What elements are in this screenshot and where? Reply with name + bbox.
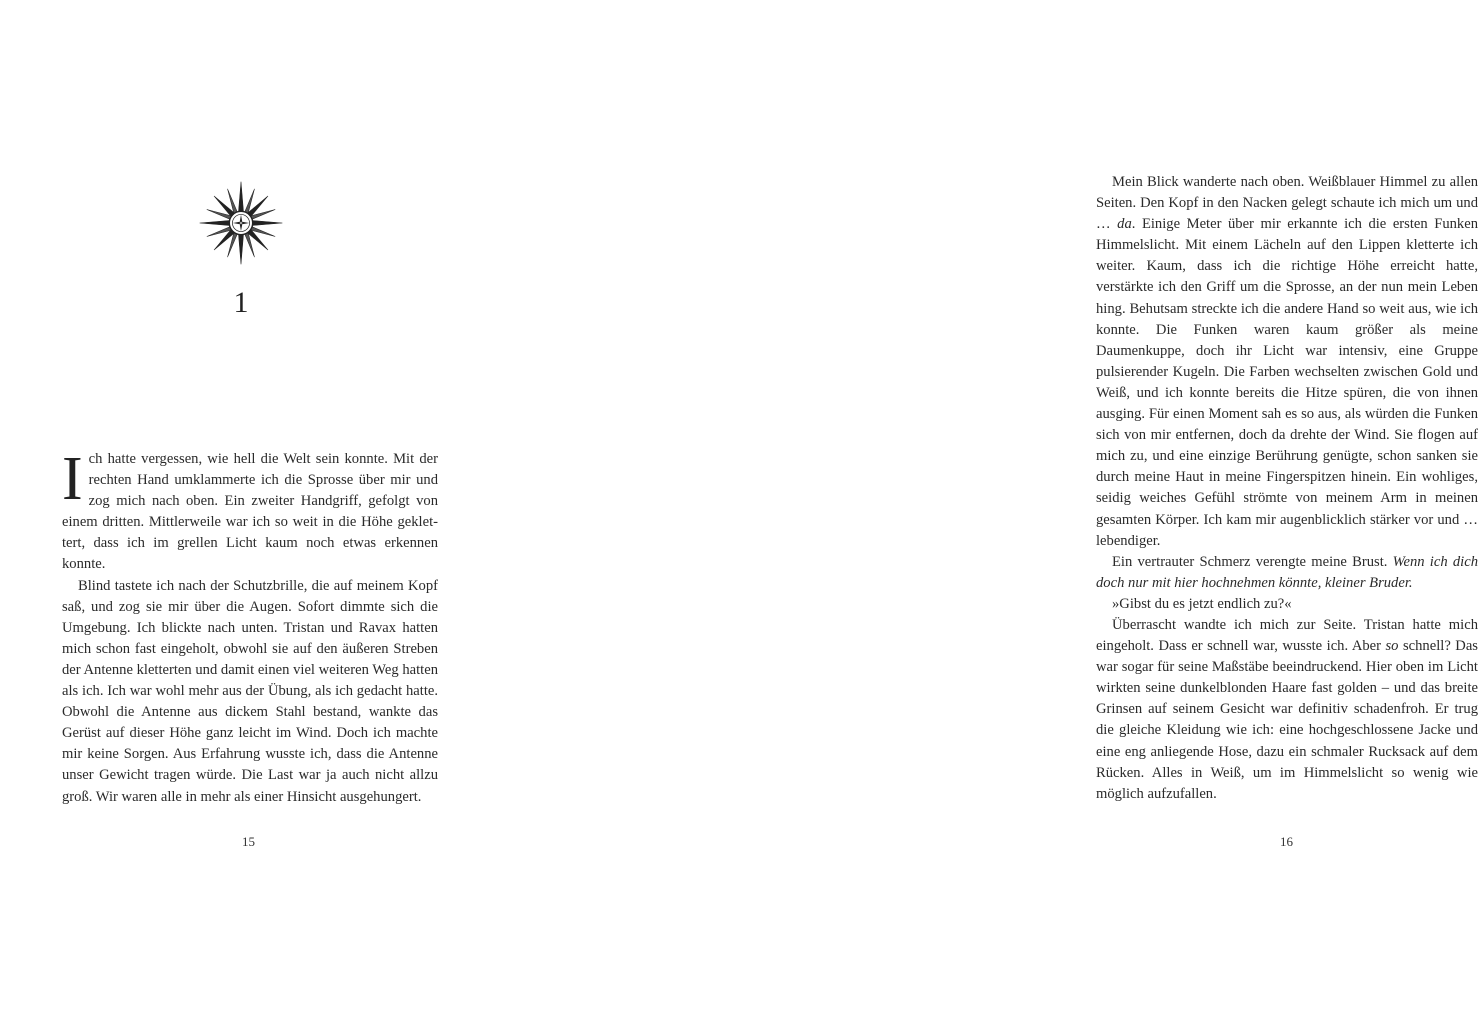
paragraph: [1096, 172, 1478, 552]
page-number: 15: [242, 834, 255, 849]
drop-cap: I: [62, 445, 83, 513]
compass-rose-icon: [196, 178, 286, 268]
paragraph-text: ch hatte vergessen, wie hell die Welt sein konnte. Mit der rechten Hand umklammerte ich die Sprosse über mir und zog mich nach oben. Ein zweiter Handgriff, gefolgt von einem dritten. Mittlerweile war ich so weit in die Höhe geklettert, dass ich im grellen Licht kaum noch etwas erkennen konnte.: [62, 451, 438, 573]
paragraph: [1096, 594, 1478, 615]
page-number: 16: [1280, 834, 1293, 849]
text-run: Überrascht wandte ich mich zur Seite. Tristan hatte mich eingeholt. Dass er schnell war, wusste ich. Aber: [1096, 616, 1478, 655]
paragraph: [1096, 615, 1478, 805]
text-run: Mein Blick wanderte nach oben. Weißblauer Himmel zu allen Seiten. Den Kopf in den Nacken gelegt schaute ich mich um und …: [1096, 174, 1478, 233]
chapter-number: 1: [233, 286, 249, 319]
italic-text-run: so: [1385, 638, 1399, 655]
paragraph: [62, 445, 438, 576]
paragraph: [1096, 552, 1478, 594]
right-page: [512, 0, 1478, 1024]
paragraph: Blind tastete ich nach der Schutzbrille, die auf meinem Kopf saß, und zog sie mir über die Augen. Sofort dimmte sich die Umgebung. Ich blickte nach unten. Tristan und Ravax hatten mich schon fast eingeholt, obwohl sie auf den äußeren Streben der Antenne kletterten und damit einen viel weiteren Weg hatten als ich. Ich war wohl mehr aus der Übung, als ich gedacht hatte. Obwohl die Antenne aus dickem Stahl bestand, wankte das Gerüst auf dieser Höhe ganz leicht im Wind. Doch ich machte mir keine Sorgen. Aus Erfahrung wusste ich, dass die Antenne unser Gewicht tragen würde. Die Last war ja auch nicht allzu groß. Wir waren alle in mehr als einer Hinsicht ausgehungert.: [62, 577, 438, 805]
text-run: . Einige Meter über mir erkannte ich die ersten Funken Himmelslicht. Mit einem Lächeln auf den Lippen kletterte ich weiter. Kaum, dass ich die richtige Höhe erreicht hatte, verstärkte ich den Griff um die Sprosse, an der nun mein Leben hing. Behutsam streckte ich die andere Hand so weit aus, wie ich konnte. Die Funken waren kaum größer als meine Daumenkuppe, doch ihr Licht war intensiv, eine Gruppe pulsierender Kugeln. Die Farben wechselten zwischen Gold und Weiß, und ich konnte bereits die Hitze spüren, die von ihnen ausging. Für einen Moment sah es so aus, als würden die Funken sich von mir entfernen, doch da drehte der Wind. Sie flogen auf mich zu, und eine einzige Berührung genügte, schon sanken sie durch meine Haut in meine Fingerspitzen hinein. Ein wohliges, seidig weiches Gefühl strömte von meinem Arm in meinen gesamten Körper. Ich kam mir augenblicklich stärker vor und … lebendiger.: [1096, 216, 1478, 549]
italic-text-run: Wenn ich dich doch nur mit hier hochnehmen könnte, kleiner Bruder.: [1096, 553, 1478, 591]
text-run: Ein vertrauter Schmerz verengte meine Brust.: [1112, 553, 1393, 570]
text-run: schnell? Das war sogar für seine Maßstäbe beeindruckend. Hier oben im Licht wirkten seine dunkelblonden Haare fast golden – und das breite Grinsen auf seinem Gesicht war definitiv schadenfroh. Er trug die gleiche Kleidung wie ich: eine hochgeschlossene Jacke und eine eng anliegende Hose, dazu ein schmaler Rucksack auf dem Rücken. Alles in Weiß, um im Himmelslicht so wenig wie möglich aufzufallen.: [1096, 638, 1478, 802]
right-page-text: [1096, 172, 1478, 805]
left-page-text: [62, 445, 438, 808]
left-page: [0, 0, 512, 1024]
text-run: »Gibst du es jetzt endlich zu?«: [1112, 595, 1292, 612]
italic-text-run: da: [1117, 216, 1132, 233]
